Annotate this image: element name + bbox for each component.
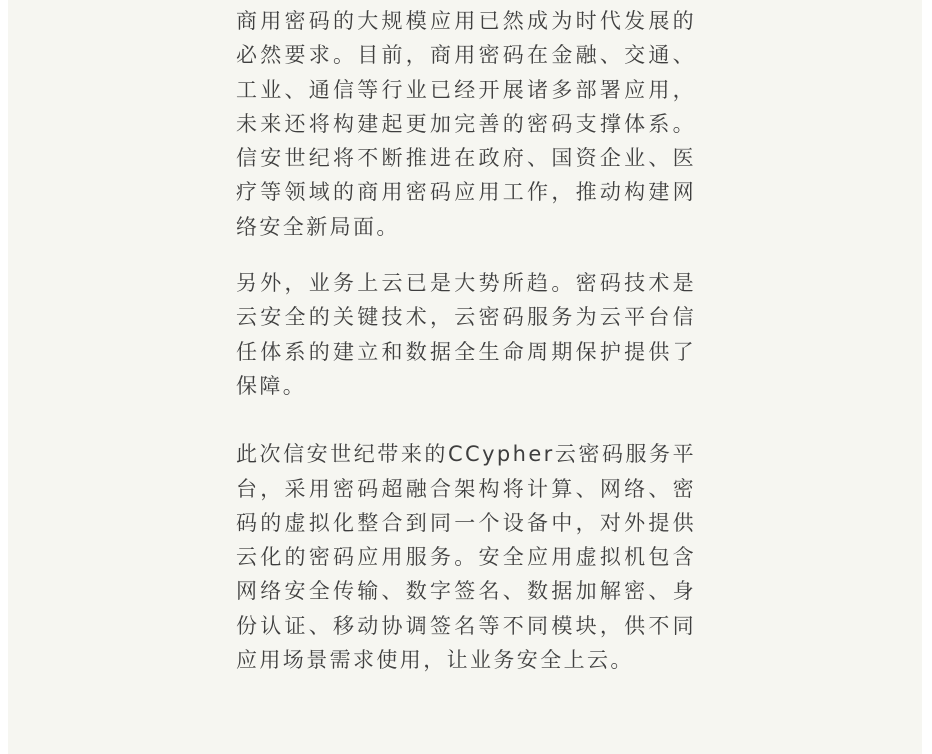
article-paragraph-1: 商用密码的大规模应用已然成为时代发展的必然要求。目前，商用密码在金融、交通、工业、通信等行业已经开展诸多部署应用，未来还将构建起更加完善的密码支撑体系。信安世纪将不断推进在政府、国资企业、医疗等领域的商用密码应用工作，推动构建网络安全新局面。 [236,9,696,239]
article-paragraph-3: 此次信安世纪带来的CCypher云密码服务平台，采用密码超融合架构将计算、网络、密码的虚拟化整合到同一个设备中，对外提供云化的密码应用服务。安全应用虚拟机包含网络安全传输、数字签名、数据加解密、身份认证、移动协调签名等不同模块，供不同应用场景需求使用，让业务安全上云。 [236,442,696,673]
article-body [236,4,696,677]
article-page [8,0,922,754]
article-paragraph-2: 另外，业务上云已是大势所趋。密码技术是云安全的关键技术，云密码服务为云平台信任体系的建立和数据全生命周期保护提供了保障。 [236,271,696,398]
